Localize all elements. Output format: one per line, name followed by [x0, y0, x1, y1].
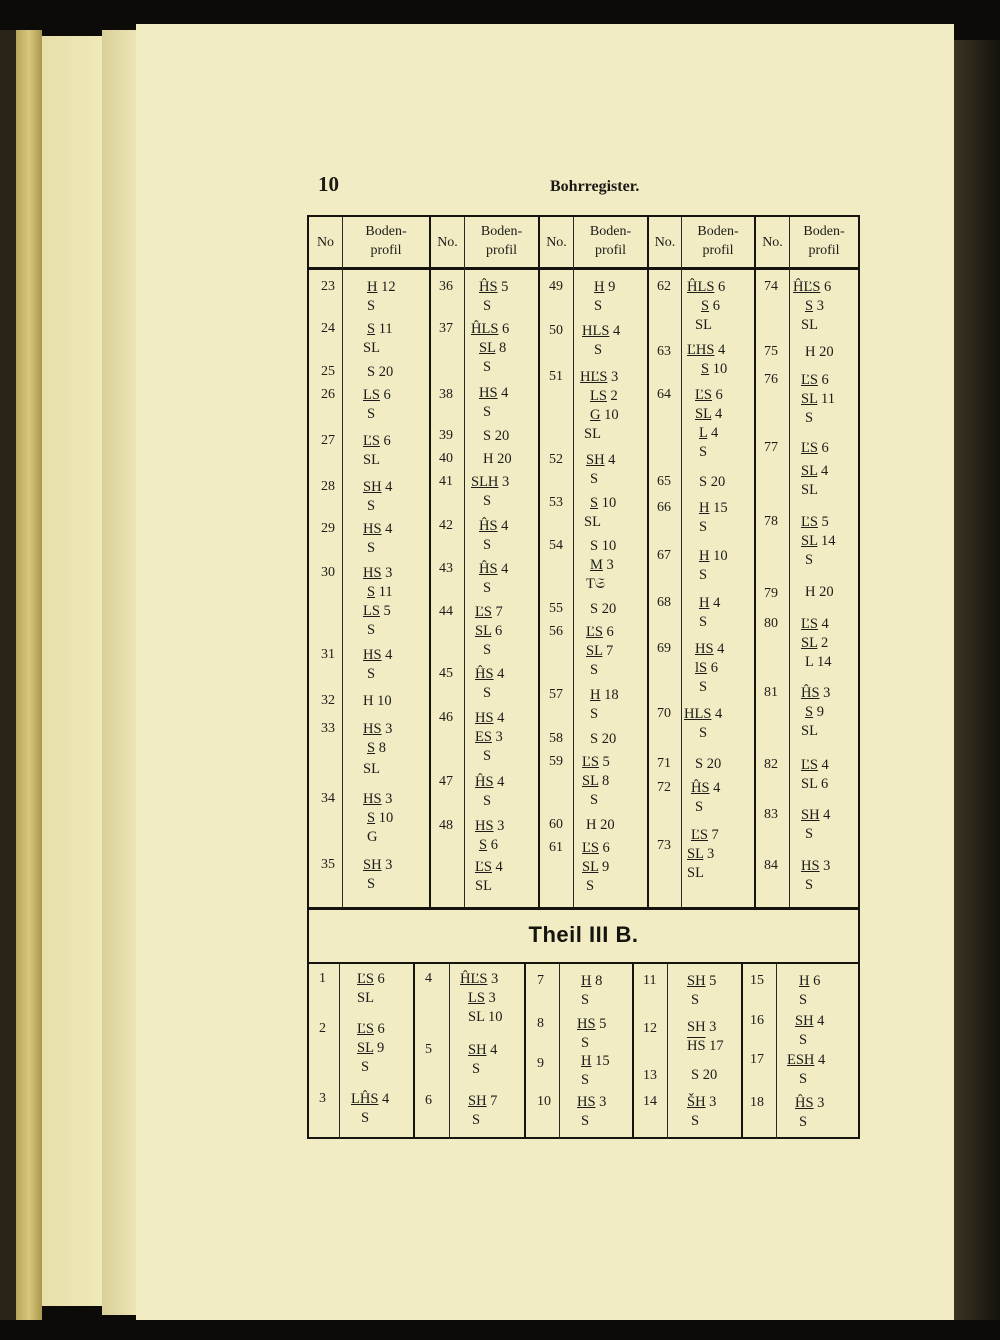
col-line — [667, 964, 668, 1139]
row-number: 52 — [549, 452, 563, 467]
profile-entry: SH 4 — [468, 1042, 498, 1058]
profile-entry: HS 4 — [475, 710, 505, 726]
profile-entry: S — [483, 580, 492, 596]
profile-entry: S 10 — [367, 810, 394, 826]
profile-entry: SL — [687, 865, 704, 881]
profile-entry: HS 3 — [577, 1094, 607, 1110]
profile-entry: ĤLS 6 — [471, 321, 510, 337]
profile-entry: SL — [357, 990, 374, 1006]
profile-entry: S — [805, 826, 814, 842]
col-line — [339, 964, 340, 1139]
col-line — [573, 217, 574, 907]
row-number: 82 — [764, 757, 778, 772]
row-number: 81 — [764, 685, 778, 700]
profile-entry: SL 2 — [801, 635, 829, 651]
profile-entry: HS 3 — [363, 565, 393, 581]
row-number: 36 — [439, 279, 453, 294]
profile-entry: T𝔖 — [586, 576, 606, 592]
profile-entry: SL — [584, 426, 601, 442]
row-number: 66 — [657, 500, 671, 515]
profile-entry: S — [367, 876, 376, 892]
row-number: 5 — [425, 1042, 432, 1057]
profile-entry: S — [361, 1059, 370, 1075]
profile-entry: G — [367, 829, 378, 845]
row-number: 62 — [657, 279, 671, 294]
profile-entry: S — [699, 679, 708, 695]
profile-entry: SL 8 — [479, 340, 507, 356]
row-number: 70 — [657, 706, 671, 721]
profile-entry: ĽS 6 — [801, 440, 829, 456]
row-number: 74 — [764, 279, 778, 294]
row-number: 51 — [549, 369, 563, 384]
row-number: 1 — [319, 971, 326, 986]
profile-entry: HS 4 — [363, 521, 393, 537]
col-rule — [429, 217, 431, 907]
row-number: 56 — [549, 624, 563, 639]
profile-entry: H 20 — [586, 817, 615, 833]
header-bodenprofil: Boden- profil — [697, 224, 739, 258]
row-number: 29 — [321, 521, 335, 536]
row-number: 33 — [321, 721, 335, 736]
profile-entry: S 9 — [805, 704, 824, 720]
row-number: 15 — [750, 973, 764, 988]
profile-entry: S 8 — [367, 740, 386, 756]
row-number: 69 — [657, 641, 671, 656]
profile-entry: S 20 — [367, 364, 394, 380]
profile-entry: S — [483, 793, 492, 809]
profile-entry: S 3 — [805, 298, 824, 314]
profile-entry: HS 3 — [363, 791, 393, 807]
profile-entry: SH 4 — [801, 807, 831, 823]
profile-entry: SL 8 — [582, 773, 610, 789]
profile-entry: HS 3 — [801, 858, 831, 874]
profile-entry: HS 3 — [475, 818, 505, 834]
row-number: 42 — [439, 518, 453, 533]
profile-entry: S — [367, 498, 376, 514]
col-rule — [647, 217, 649, 907]
profile-entry: L 4 — [699, 425, 719, 441]
profile-entry: HS 4 — [479, 385, 509, 401]
row-number: 65 — [657, 474, 671, 489]
profile-entry: S — [805, 552, 814, 568]
profile-entry: S — [699, 444, 708, 460]
profile-entry: H 20 — [805, 584, 834, 600]
row-number: 2 — [319, 1021, 326, 1036]
profile-entry: S — [367, 666, 376, 682]
profile-entry: S — [367, 298, 376, 314]
row-number: 23 — [321, 279, 335, 294]
profile-entry: ĽS 7 — [691, 827, 719, 843]
row-number: 63 — [657, 344, 671, 359]
row-number: 10 — [537, 1094, 551, 1109]
profile-entry: S — [799, 992, 808, 1008]
page-number: 10 — [318, 172, 339, 196]
row-number: 60 — [549, 817, 563, 832]
profile-entry: ĽS 6 — [357, 971, 385, 987]
row-number: 83 — [764, 807, 778, 822]
row-number: 58 — [549, 731, 563, 746]
profile-entry: SH 7 — [468, 1093, 498, 1109]
profile-entry: S — [367, 540, 376, 556]
profile-entry: ĽS 6 — [586, 624, 614, 640]
row-number: 8 — [537, 1016, 544, 1031]
profile-entry: ĽS 4 — [801, 616, 829, 632]
profile-entry: SL 11 — [801, 391, 835, 407]
col-line — [559, 964, 560, 1139]
gutter-shadow — [954, 40, 1000, 1320]
profile-entry: S — [483, 404, 492, 420]
page-header — [318, 172, 858, 202]
profile-entry: S — [699, 519, 708, 535]
profile-entry: SH 4 — [586, 452, 616, 468]
profile-entry: S — [367, 622, 376, 638]
profile-entry: S — [590, 662, 599, 678]
row-number: 46 — [439, 710, 453, 725]
profile-entry: SL 4 — [801, 463, 829, 479]
profile-entry: S 20 — [590, 731, 617, 747]
profile-entry: LS 6 — [363, 387, 391, 403]
profile-entry: SH 5 — [687, 973, 717, 989]
row-number: 49 — [549, 279, 563, 294]
profile-entry: S — [699, 725, 708, 741]
profile-entry: ĤS 4 — [475, 666, 505, 682]
row-number: 50 — [549, 323, 563, 338]
profile-entry: S — [805, 877, 814, 893]
header-rule — [309, 267, 858, 270]
profile-entry: SL 14 — [801, 533, 836, 549]
profile-entry: S 20 — [691, 1067, 718, 1083]
profile-entry: SL 6 — [801, 776, 829, 792]
profile-entry: ĤĽS 3 — [460, 971, 499, 987]
profile-entry: L 14 — [805, 654, 832, 670]
col-line — [789, 217, 790, 907]
row-number: 4 — [425, 971, 432, 986]
row-number: 34 — [321, 791, 335, 806]
profile-entry: ĽS 4 — [801, 757, 829, 773]
row-number: 48 — [439, 818, 453, 833]
row-number: 14 — [643, 1094, 657, 1109]
row-number: 78 — [764, 514, 778, 529]
profile-entry: M 3 — [590, 557, 614, 573]
profile-entry: H 12 — [367, 279, 396, 295]
row-number: 72 — [657, 780, 671, 795]
row-number: 57 — [549, 687, 563, 702]
profile-entry: S — [581, 1072, 590, 1088]
row-number: 27 — [321, 433, 335, 448]
profile-entry: H 4 — [699, 595, 721, 611]
row-number: 26 — [321, 387, 335, 402]
profile-entry: S 11 — [367, 584, 393, 600]
profile-entry: ĽS 6 — [801, 372, 829, 388]
profile-entry: ĽS 6 — [363, 433, 391, 449]
profile-entry: S — [805, 410, 814, 426]
profile-entry: S — [590, 706, 599, 722]
profile-entry: S — [483, 298, 492, 314]
profile-entry: SH 3 — [687, 1019, 717, 1035]
profile-entry: ĤLS 6 — [687, 279, 726, 295]
row-number: 18 — [750, 1095, 764, 1110]
header-no: No. — [437, 235, 458, 250]
profile-entry: SL — [801, 317, 818, 333]
profile-entry: S — [586, 878, 595, 894]
profile-entry: S 11 — [367, 321, 393, 337]
col-line — [464, 217, 465, 907]
book-edge-gilt — [16, 30, 42, 1320]
profile-entry: ĽS 7 — [475, 604, 503, 620]
row-number: 59 — [549, 754, 563, 769]
profile-entry: SL — [801, 723, 818, 739]
profile-entry: SL 4 — [695, 406, 723, 422]
profile-entry: S 20 — [699, 474, 726, 490]
row-number: 71 — [657, 756, 671, 771]
row-number: 11 — [643, 973, 657, 988]
profile-entry: ĤS 4 — [475, 774, 505, 790]
profile-entry: ĽS 4 — [475, 859, 503, 875]
profile-entry: $\overline{HS}$ 17 — [687, 1038, 724, 1054]
profile-entry: S — [472, 1061, 481, 1077]
row-number: 28 — [321, 479, 335, 494]
col-rule — [538, 217, 540, 907]
row-number: 80 — [764, 616, 778, 631]
profile-entry: S — [699, 567, 708, 583]
profile-entry: HS 4 — [695, 641, 725, 657]
section-title: Theil III B. — [528, 922, 639, 947]
bohrregister-table — [307, 215, 860, 1139]
profile-entry: S 10 — [590, 495, 617, 511]
profile-entry: S — [483, 359, 492, 375]
row-number: 24 — [321, 321, 335, 336]
profile-entry: HĽS 3 — [580, 369, 619, 385]
profile-entry: LS 2 — [590, 388, 618, 404]
row-number: 16 — [750, 1013, 764, 1028]
profile-entry: ĤS 4 — [691, 780, 721, 796]
profile-entry: H 20 — [483, 451, 512, 467]
profile-entry: ĤS 5 — [479, 279, 509, 295]
profile-entry: SL 6 — [475, 623, 503, 639]
profile-entry: S — [699, 614, 708, 630]
profile-entry: SL 7 — [586, 643, 614, 659]
row-number: 76 — [764, 372, 778, 387]
profile-entry: S — [594, 342, 603, 358]
col-rule — [632, 964, 634, 1139]
row-number: 84 — [764, 858, 778, 873]
profile-entry: SL 9 — [357, 1040, 385, 1056]
header-bodenprofil: Boden- profil — [480, 224, 523, 258]
profile-entry: S 6 — [701, 298, 720, 314]
profile-entry: ŠH 3 — [687, 1094, 717, 1110]
profile-entry: SL — [801, 482, 818, 498]
profile-entry: S 10 — [701, 361, 728, 377]
row-number: 7 — [537, 973, 544, 988]
profile-entry: S 20 — [695, 756, 722, 772]
profile-entry: LS 5 — [363, 603, 391, 619]
profile-entry: S — [594, 298, 603, 314]
row-number: 37 — [439, 321, 453, 336]
profile-entry: SL — [695, 317, 712, 333]
profile-entry: HS 5 — [577, 1016, 607, 1032]
profile-entry: ĽHS 4 — [687, 342, 726, 358]
profile-entry: H 10 — [363, 693, 392, 709]
row-number: 73 — [657, 838, 671, 853]
profile-entry: S — [472, 1112, 481, 1128]
row-number: 43 — [439, 561, 453, 576]
profile-entry: S 20 — [590, 601, 617, 617]
profile-entry: HLS 4 — [582, 323, 621, 339]
row-number: 39 — [439, 428, 453, 443]
col-rule — [754, 217, 756, 907]
profile-entry: ESH 4 — [787, 1052, 826, 1068]
profile-entry: SH 4 — [795, 1013, 825, 1029]
row-number: 30 — [321, 565, 335, 580]
row-number: 25 — [321, 364, 335, 379]
row-number: 13 — [643, 1068, 657, 1083]
profile-entry: S — [695, 799, 704, 815]
profile-entry: H 15 — [581, 1053, 610, 1069]
profile-entry: SH 3 — [363, 857, 393, 873]
header-bodenprofil: Boden- profil — [365, 224, 407, 258]
profile-entry: HLS 4 — [684, 706, 723, 722]
profile-entry: S — [581, 992, 590, 1008]
book-edge-dark — [0, 30, 16, 1320]
col-rule — [524, 964, 526, 1139]
row-number: 32 — [321, 693, 335, 708]
profile-entry: S — [483, 537, 492, 553]
col-line — [449, 964, 450, 1139]
profile-entry: ĽS 5 — [801, 514, 829, 530]
profile-entry: H 15 — [699, 500, 728, 516]
profile-entry: H 10 — [699, 548, 728, 564]
profile-entry: SL — [363, 340, 380, 356]
row-number: 35 — [321, 857, 335, 872]
profile-entry: S — [483, 748, 492, 764]
row-number: 44 — [439, 604, 453, 619]
profile-entry: ĽS 6 — [695, 387, 723, 403]
running-title: Bohrregister. — [550, 178, 640, 195]
row-number: 12 — [643, 1021, 657, 1036]
profile-entry: LĤS 4 — [351, 1091, 390, 1107]
row-number: 55 — [549, 601, 563, 616]
profile-entry: S 20 — [483, 428, 510, 444]
profile-entry: H 20 — [805, 344, 834, 360]
profile-entry: ĤS 3 — [801, 685, 831, 701]
profile-entry: S — [483, 493, 492, 509]
profile-entry: S — [367, 406, 376, 422]
col-line — [342, 217, 343, 907]
profile-entry: S — [691, 992, 700, 1008]
header-bodenprofil: Boden- profil — [803, 224, 845, 258]
row-number: 79 — [764, 586, 778, 601]
profile-entry: lS 6 — [695, 660, 718, 676]
profile-entry: S — [799, 1071, 808, 1087]
row-number: 38 — [439, 387, 453, 402]
header-bodenprofil: Boden- profil — [589, 224, 632, 258]
row-number: 53 — [549, 495, 563, 510]
row-number: 64 — [657, 387, 671, 402]
profile-entry: S — [581, 1035, 590, 1051]
profile-entry: SL — [363, 452, 380, 468]
row-number: 6 — [425, 1093, 432, 1108]
profile-entry: H 6 — [799, 973, 821, 989]
row-number: 41 — [439, 474, 453, 489]
profile-entry: ĽS 6 — [582, 840, 610, 856]
col-line — [681, 217, 682, 907]
profile-entry: ĽS 5 — [582, 754, 610, 770]
profile-entry: S — [361, 1110, 370, 1126]
profile-entry: LS 3 — [468, 990, 496, 1006]
col-rule — [413, 964, 415, 1139]
row-number: 17 — [750, 1052, 764, 1067]
profile-entry: H 8 — [581, 973, 603, 989]
profile-entry: S 10 — [590, 538, 617, 554]
row-number: 40 — [439, 451, 453, 466]
profile-entry: ĽS 6 — [357, 1021, 385, 1037]
profile-entry: ES 3 — [475, 729, 503, 745]
row-number: 31 — [321, 647, 335, 662]
profile-entry: SL 10 — [468, 1009, 503, 1025]
row-number: 3 — [319, 1091, 326, 1106]
profile-entry: S — [590, 471, 599, 487]
profile-entry: SL 9 — [582, 859, 610, 875]
book-page-stack-inner — [102, 30, 136, 1315]
row-number: 61 — [549, 840, 563, 855]
profile-entry: ĤS 4 — [479, 561, 509, 577]
header-no: No. — [762, 235, 783, 250]
profile-entry: SL 3 — [687, 846, 715, 862]
row-number: 67 — [657, 548, 671, 563]
row-number: 9 — [537, 1056, 544, 1071]
profile-entry: S — [691, 1113, 700, 1129]
col-line — [776, 964, 777, 1139]
row-number: 47 — [439, 774, 453, 789]
header-no: No. — [654, 235, 676, 250]
col-rule — [741, 964, 743, 1139]
profile-entry: HS 3 — [363, 721, 393, 737]
profile-entry: ĤS 3 — [795, 1095, 825, 1111]
profile-entry: G 10 — [590, 407, 619, 423]
profile-entry: SH 4 — [363, 479, 393, 495]
row-number: 75 — [764, 344, 778, 359]
profile-entry: S — [590, 792, 599, 808]
profile-entry: H 18 — [590, 687, 619, 703]
profile-entry: S — [799, 1114, 808, 1130]
profile-entry: S 6 — [479, 837, 498, 853]
profile-entry: S — [483, 685, 492, 701]
row-number: 68 — [657, 595, 671, 610]
profile-entry: ĤS 4 — [479, 518, 509, 534]
book-page-stack — [42, 36, 102, 1306]
profile-entry: ĤĽS 6 — [793, 279, 832, 295]
profile-entry: SL — [584, 514, 601, 530]
section-rule-top — [309, 907, 858, 910]
profile-entry: S — [581, 1113, 590, 1129]
profile-entry: SL — [363, 761, 380, 777]
header-no: No — [316, 235, 335, 250]
profile-entry: HS 4 — [363, 647, 393, 663]
header-no: No. — [546, 235, 567, 250]
row-number: 45 — [439, 666, 453, 681]
row-number: 54 — [549, 538, 563, 553]
row-number: 77 — [764, 440, 778, 455]
profile-entry: H 9 — [594, 279, 616, 295]
profile-entry: S — [483, 642, 492, 658]
profile-entry: S — [799, 1032, 808, 1048]
profile-entry: SLH 3 — [471, 474, 510, 490]
profile-entry: SL — [475, 878, 492, 894]
